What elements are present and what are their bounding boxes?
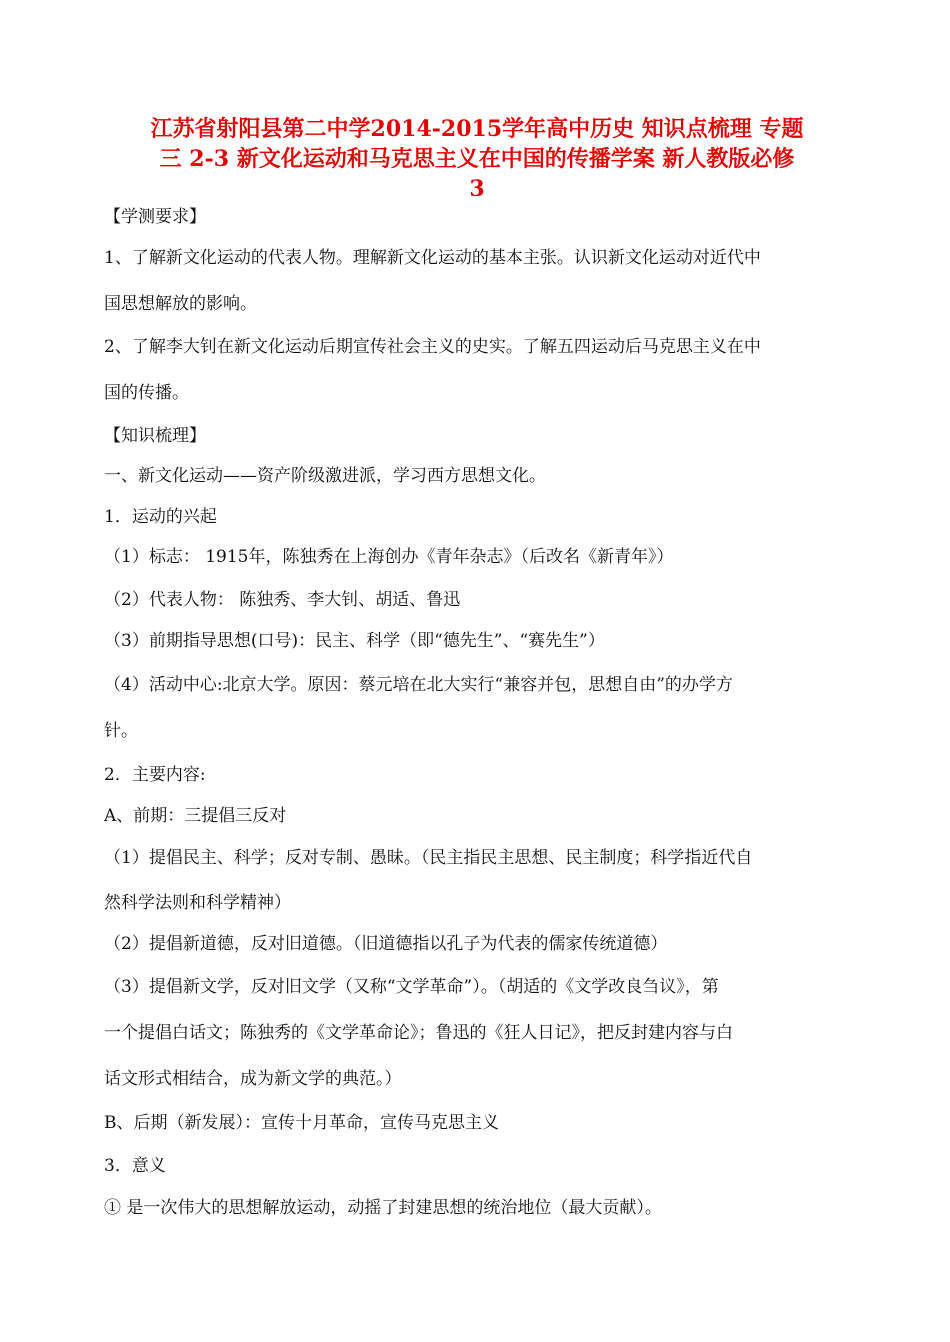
title-line-1: 江苏省射阳县第二中学2014-2015学年高中历史 知识点梳理 专题 xyxy=(150,116,804,142)
title-line-3: 3 xyxy=(469,176,485,202)
rise-item-4-line-2: 针。 xyxy=(104,721,138,741)
requirement-1-line-2: 国思想解放的影响。 xyxy=(104,294,257,314)
rise-item-2: （2）代表人物： 陈独秀、李大钊、胡适、鲁迅 xyxy=(104,590,461,610)
title-line-2: 三 2-3 新文化运动和马克思主义在中国的传播学案 新人教版必修 xyxy=(159,146,795,172)
significance-item-1: ① 是一次伟大的思想解放运动，动摇了封建思想的统治地位（最大贡献）。 xyxy=(104,1198,662,1218)
content-item-3-line-3: 话文形式相结合，成为新文学的典范。） xyxy=(104,1069,402,1089)
content-late-heading: B、后期（新发展）：宣传十月革命，宣传马克思主义 xyxy=(104,1113,499,1133)
content-item-1-line-1: （1）提倡民主、科学；反对专制、愚昧。（民主指民主思想、民主制度；科学指近代自 xyxy=(104,848,753,868)
document-title xyxy=(104,114,850,204)
rise-item-3: （3）前期指导思想(口号)：民主、科学（即“德先生”、“赛先生”） xyxy=(104,631,605,651)
subheading-content: 2．主要内容: xyxy=(104,765,206,785)
content-item-1-line-2: 然科学法则和科学精神） xyxy=(104,893,291,913)
content-item-3-line-2: 一个提倡白话文；陈独秀的《文学革命论》；鲁迅的《狂人日记》，把反封建内容与白 xyxy=(104,1023,733,1043)
requirement-2-line-2: 国的传播。 xyxy=(104,383,189,403)
content-item-2: （2）提倡新道德，反对旧道德。（旧道德指以孔子为代表的儒家传统道德） xyxy=(104,934,668,954)
subheading-rise: 1．运动的兴起 xyxy=(104,507,217,527)
section-heading-knowledge: 【知识梳理】 xyxy=(104,426,206,446)
content-item-3-line-1: （3）提倡新文学，反对旧文学（又称“文学革命”）。（胡适的《文学改良刍议》，第 xyxy=(104,977,719,997)
content-early-heading: A、前期：三提倡三反对 xyxy=(104,806,287,826)
subheading-significance: 3．意义 xyxy=(104,1156,166,1176)
requirement-2-line-1: 2、了解李大钊在新文化运动后期宣传社会主义的史实。了解五四运动后马克思主义在中 xyxy=(104,337,761,357)
section-heading-requirements: 【学测要求】 xyxy=(104,207,206,227)
requirement-1-line-1: 1、了解新文化运动的代表人物。理解新文化运动的基本主张。认识新文化运动对近代中 xyxy=(104,248,761,268)
rise-item-1: （1）标志： 1915年，陈独秀在上海创办《青年杂志》（后改名《新青年》） xyxy=(104,547,674,567)
rise-item-4-line-1: （4）活动中心:北京大学。原因：蔡元培在北大实行“兼容并包，思想自由”的办学方 xyxy=(104,675,733,695)
part-1-heading: 一、新文化运动——资产阶级激进派，学习西方思想文化。 xyxy=(104,466,546,486)
